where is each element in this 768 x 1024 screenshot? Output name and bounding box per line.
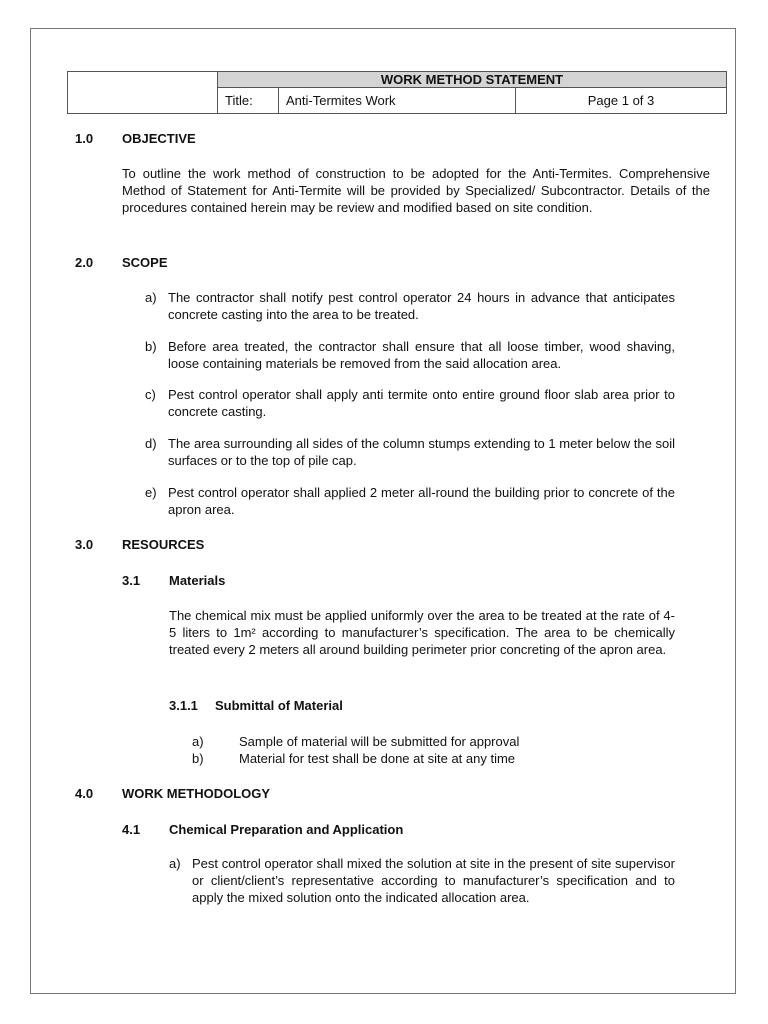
list-item-letter: a) <box>145 290 157 305</box>
list-item-letter: b) <box>145 339 157 354</box>
list-item: Before area treated, the contractor shall ensure that all loose timber, wood shaving, loose containing materials be removed from the said allocation area. <box>168 339 675 371</box>
list-item: Sample of material will be submitted for approval <box>239 734 520 749</box>
section-number: 4.0 <box>75 786 94 801</box>
list-item: Pest control operator shall mixed the solution at site in the present of site supervisor or client/client’s representative according to manufacturer’s specification and to apply the mixed solution onto the indicated allocation area. <box>192 856 675 905</box>
list-item-letter: b) <box>192 751 204 766</box>
subsection-heading-materials: Materials <box>169 573 226 588</box>
list-item: Pest control operator shall applied 2 meter all-round the building prior to concrete of the apron area. <box>168 485 675 517</box>
list-item-letter: e) <box>145 485 157 500</box>
section-heading-resources: RESOURCES <box>122 537 205 552</box>
list-item-letter: a) <box>192 734 204 749</box>
list-item-letter: d) <box>145 436 157 451</box>
subsection-number: 3.1 <box>122 573 141 588</box>
section-number: 2.0 <box>75 255 94 270</box>
list-item: Material for test shall be done at site at any time <box>239 751 516 766</box>
list-item: The area surrounding all sides of the column stumps extending to 1 meter below the soil surfaces or to the top of pile cap. <box>168 436 675 468</box>
title-label: Title: <box>218 88 279 113</box>
section-number: 1.0 <box>75 131 94 146</box>
logo-cell <box>68 72 218 113</box>
page-number: Page 1 of 3 <box>587 93 655 108</box>
section-heading-scope: SCOPE <box>122 255 168 270</box>
list-item: The contractor shall notify pest control operator 24 hours in advance that anticipates concrete casting into the area to be treated. <box>168 290 675 322</box>
document-type: WORK METHOD STATEMENT <box>218 72 726 88</box>
list-item-letter: c) <box>145 387 156 402</box>
list-item: Pest control operator shall apply anti termite onto entire ground floor slab area prior to concrete casting. <box>168 387 675 419</box>
section-number: 3.0 <box>75 537 94 552</box>
subsection-number: 4.1 <box>122 822 141 837</box>
list-item-letter: a) <box>169 856 181 871</box>
section-heading-objective: OBJECTIVE <box>122 131 196 146</box>
materials-text: The chemical mix must be applied uniformly over the area to be treated at the rate of 4-5 liters to 1m² according to manufacturer’s specification. The area to be chemically treated every 2 meters all around building perimeter prior concreting of the apron area. <box>169 608 675 657</box>
section-heading-methodology: WORK METHODOLOGY <box>122 786 271 801</box>
objective-text: To outline the work method of construction to be adopted for the Anti-Termites. Comprehensive Method of Statement for Anti-Termite will be provided by Specialized/ Subcontractor. Details of the procedures contained herein may be review and modified based on site condition. <box>122 166 710 215</box>
subsection-number: 3.1.1 <box>169 698 198 713</box>
subsection-heading-submittal: Submittal of Material <box>215 698 343 713</box>
subsection-heading-chemical: Chemical Preparation and Application <box>169 822 404 837</box>
title-value: Anti-Termites Work <box>279 88 516 113</box>
header-table <box>67 71 727 114</box>
